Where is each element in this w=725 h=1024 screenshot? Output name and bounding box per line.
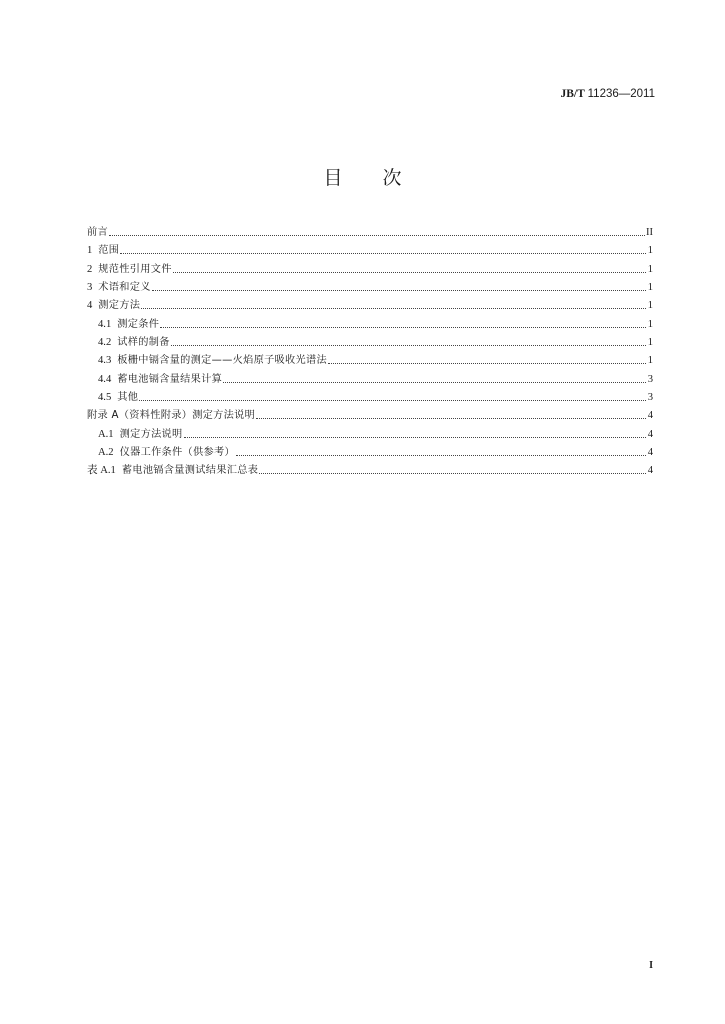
toc-entry-page: 4 bbox=[647, 428, 653, 440]
toc-entry-label: 测定方法 bbox=[98, 300, 141, 312]
toc-entry-label: 蓄电池镉含量结果计算 bbox=[117, 373, 223, 385]
toc-entry[interactable] bbox=[87, 297, 653, 315]
toc-entry-label: 附录 A（资料性附录）测定方法说明 bbox=[87, 410, 256, 422]
toc-entry-label: 测定条件 bbox=[117, 318, 160, 330]
toc-entry-label: 试样的制备 bbox=[117, 337, 170, 349]
toc-entry-page: 4 bbox=[647, 410, 653, 422]
toc-dot-leader bbox=[256, 409, 646, 419]
toc-entry[interactable] bbox=[87, 352, 653, 370]
toc-title-char-1: 目 bbox=[323, 167, 343, 189]
toc-dot-leader bbox=[184, 428, 646, 438]
toc-dot-leader bbox=[236, 446, 646, 456]
toc-entry-page: 4 bbox=[647, 465, 653, 477]
toc-dot-leader bbox=[160, 318, 646, 328]
toc-entry-page: 1 bbox=[647, 245, 653, 257]
toc-entry-number: 3 bbox=[87, 282, 93, 294]
toc-entry-page: 1 bbox=[647, 263, 653, 275]
toc-entry-page: 1 bbox=[647, 300, 653, 312]
toc-entry[interactable] bbox=[87, 334, 653, 352]
toc-entry-number: A.2 bbox=[98, 447, 114, 459]
standard-number: 11236—2011 bbox=[587, 88, 655, 100]
toc-entry[interactable] bbox=[87, 426, 653, 444]
toc-entry[interactable] bbox=[87, 224, 653, 242]
toc-entry-number: 4 bbox=[87, 300, 93, 312]
toc-entry-number: 4.4 bbox=[98, 373, 112, 385]
toc-entry-label: 其他 bbox=[117, 392, 139, 404]
toc-entry[interactable] bbox=[87, 242, 653, 260]
toc-entry-page: 3 bbox=[647, 392, 653, 404]
toc-entry[interactable] bbox=[87, 261, 653, 279]
toc-dot-leader bbox=[120, 244, 646, 254]
toc-dot-leader bbox=[259, 464, 646, 474]
page-number: I bbox=[649, 960, 653, 971]
toc-entry-number: 表 A.1 bbox=[87, 465, 116, 477]
toc-entry[interactable] bbox=[87, 389, 653, 407]
standard-code bbox=[560, 88, 655, 100]
toc-entry-page: 3 bbox=[647, 373, 653, 385]
toc-entry-label: 仪器工作条件（供参考） bbox=[119, 447, 235, 459]
toc-entry[interactable] bbox=[87, 371, 653, 389]
toc-entry-page: II bbox=[645, 227, 653, 238]
toc-entry-page: 4 bbox=[647, 447, 653, 459]
toc-entry-page: 1 bbox=[647, 318, 653, 330]
toc-entry-page: 1 bbox=[647, 282, 653, 294]
toc-entry-number: 4.2 bbox=[98, 337, 112, 349]
toc-entry-label: 测定方法说明 bbox=[119, 428, 183, 440]
standard-prefix: JB/T bbox=[560, 88, 585, 100]
toc-entry-number: 4.1 bbox=[98, 318, 112, 330]
toc-dot-leader bbox=[109, 226, 645, 236]
toc-entry[interactable] bbox=[87, 444, 653, 462]
toc-dot-leader bbox=[328, 354, 646, 364]
toc-entry-number: 4.5 bbox=[98, 392, 112, 404]
toc-title-char-2: 次 bbox=[382, 167, 402, 189]
toc-entry[interactable] bbox=[87, 407, 653, 425]
toc-entry-label: 板栅中镉含量的测定——火焰原子吸收光谱法 bbox=[117, 355, 327, 367]
toc-entry-number: 4.3 bbox=[98, 355, 112, 367]
toc-entry-number: 2 bbox=[87, 263, 93, 275]
toc-entry-number: A.1 bbox=[98, 428, 114, 440]
toc-entry-page: 1 bbox=[647, 355, 653, 367]
toc-entry-page: 1 bbox=[647, 337, 653, 349]
toc-entry[interactable] bbox=[87, 279, 653, 297]
toc-title bbox=[0, 163, 725, 190]
toc-entry-label: 规范性引用文件 bbox=[98, 263, 172, 275]
toc-dot-leader bbox=[139, 391, 646, 401]
toc-dot-leader bbox=[223, 373, 646, 383]
toc-entry-number: 1 bbox=[87, 245, 93, 257]
toc-entry[interactable] bbox=[87, 462, 653, 480]
toc-entry-label: 前言 bbox=[87, 227, 108, 238]
toc-dot-leader bbox=[173, 263, 646, 273]
toc-entry-label: 蓄电池镉含量测试结果汇总表 bbox=[121, 465, 259, 477]
toc-dot-leader bbox=[141, 299, 646, 309]
toc-dot-leader bbox=[171, 336, 646, 346]
toc-entry-label: 范围 bbox=[98, 245, 120, 257]
table-of-contents bbox=[87, 224, 653, 481]
toc-entry[interactable] bbox=[87, 316, 653, 334]
toc-dot-leader bbox=[152, 281, 646, 291]
toc-entry-label: 术语和定义 bbox=[98, 282, 151, 294]
